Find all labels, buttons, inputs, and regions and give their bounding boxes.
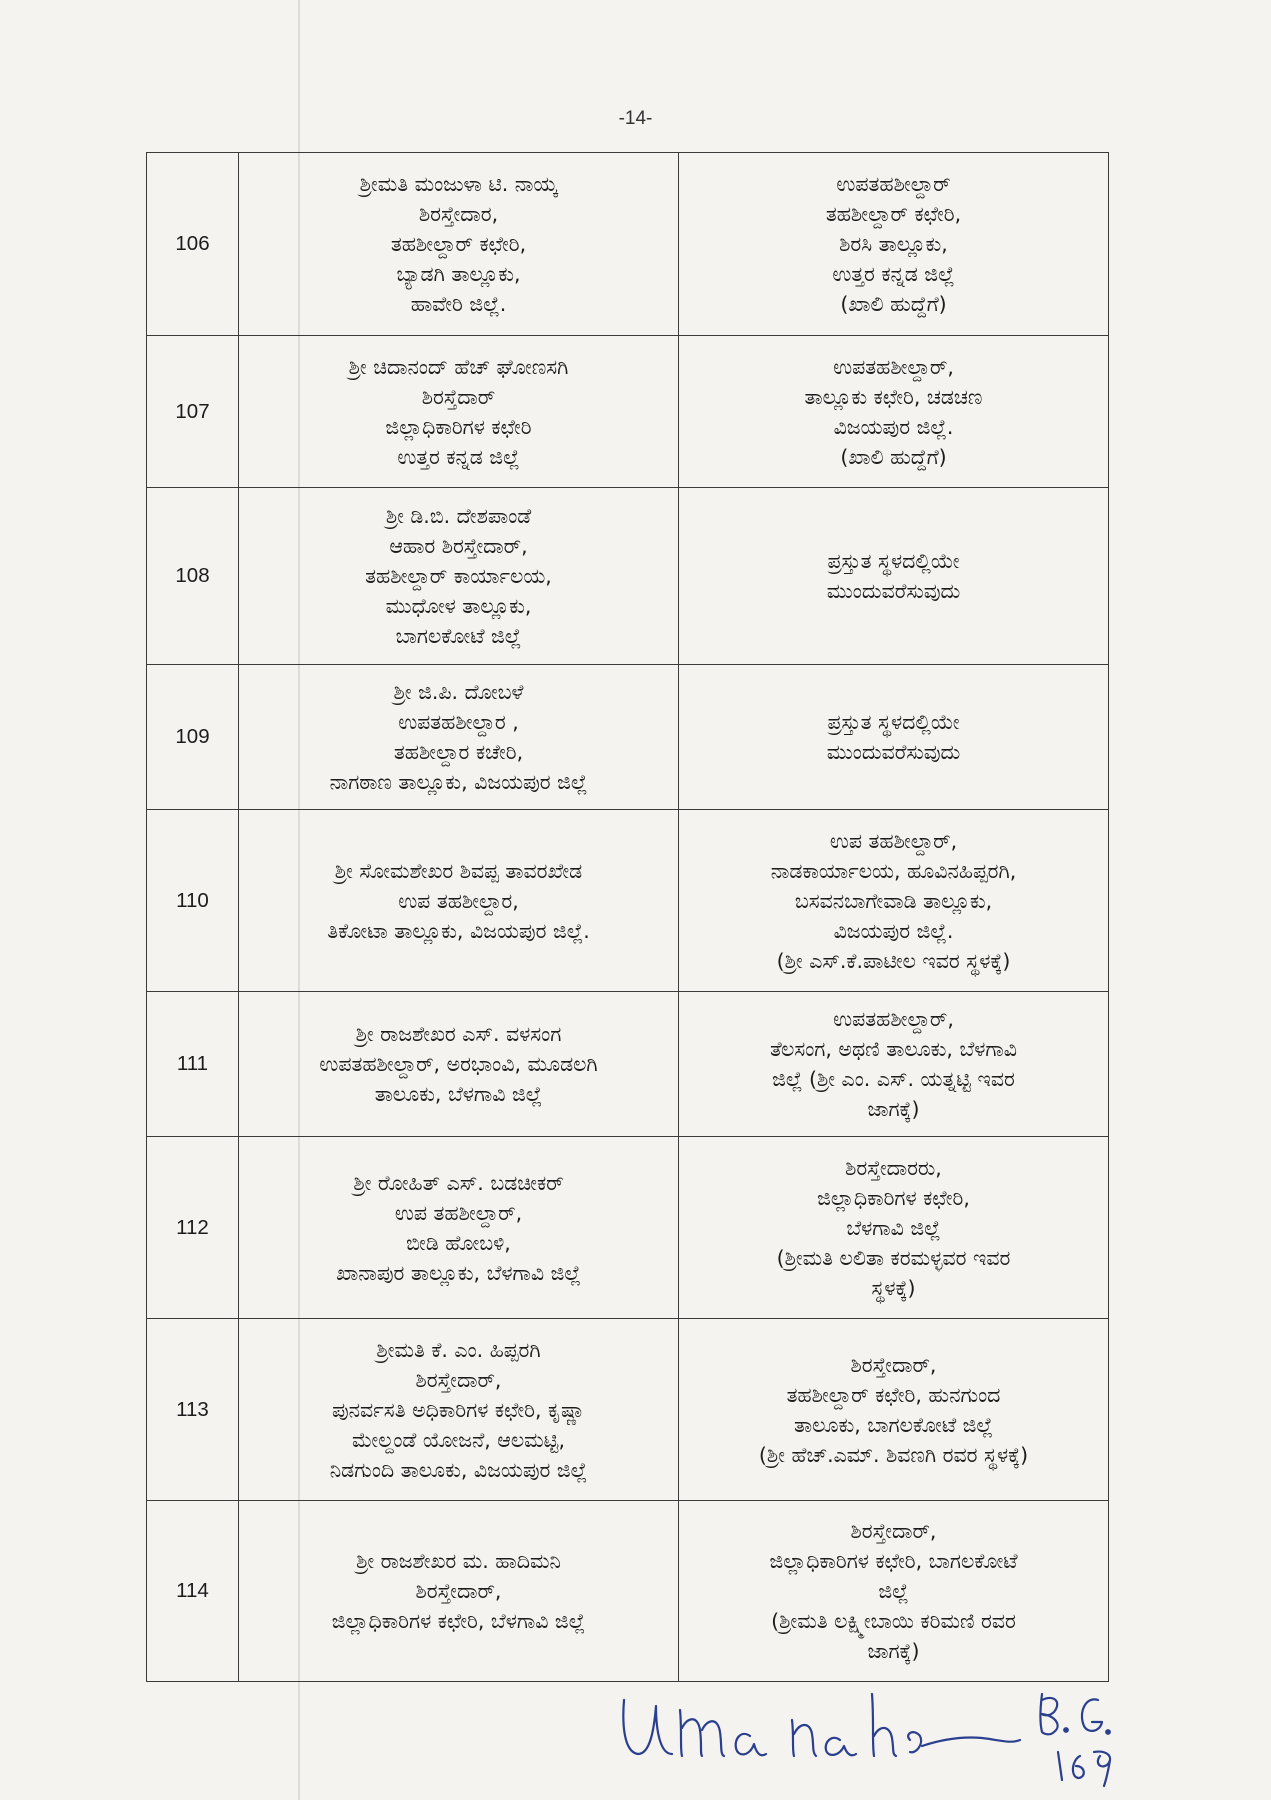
serial-number: 114 bbox=[147, 1501, 239, 1682]
new-posting-line: ತಾಲೂಕು, ಬಾಗಲಕೋಟೆ ಜಿಲ್ಲೆ bbox=[794, 1412, 993, 1437]
current-post-cell bbox=[239, 992, 679, 1137]
serial-number: 109 bbox=[147, 665, 239, 810]
current-post-line: ಬ್ಯಾಡಗಿ ತಾಲ್ಲೂಕು, bbox=[396, 262, 521, 286]
current-post-line: ಶಿರಸ್ತೇದಾರ, bbox=[418, 202, 499, 226]
current-post-line: ತಹಶೀಲ್ದಾರ್ ಕಾರ್ಯಾಲಯ, bbox=[365, 564, 552, 588]
current-post-line: ಶ್ರೀ ರಾಜಶೇಖರ ಎಸ್. ವಳಸಂಗ bbox=[355, 1022, 562, 1046]
new-posting-cell bbox=[679, 336, 1109, 488]
current-post-cell bbox=[239, 1137, 679, 1319]
new-posting-line: ತಹಶೀಲ್ದಾರ್ ಕಛೇರಿ, ಹುನಗುಂದ bbox=[786, 1382, 1001, 1407]
new-posting-line: ಜಾಗಕ್ಕೆ) bbox=[867, 1639, 920, 1663]
current-post-line: ಶ್ರೀ ಚಿದಾನಂದ್ ಹೆಚ್ ಘೋಣಸಗಿ bbox=[348, 354, 569, 379]
new-posting-line: (ಶ್ರೀ ಹೆಚ್.ಎಮ್. ಶಿವಣಗಿ ರವರ ಸ್ಥಳಕ್ಕೆ) bbox=[758, 1442, 1029, 1467]
serial-number: 107 bbox=[147, 336, 239, 488]
table-row bbox=[147, 488, 1109, 665]
table-row bbox=[147, 992, 1109, 1137]
new-posting-line: ವಿಜಯಪುರ ಜಿಲ್ಲೆ. bbox=[833, 918, 954, 943]
new-posting-line: ತಾಲ್ಲೂಕು ಕಛೇರಿ, ಚಡಚಣ bbox=[804, 384, 983, 409]
serial-number: 112 bbox=[147, 1137, 239, 1319]
new-posting-line: ಶಿರಸ್ತೇದಾರ್, bbox=[850, 1519, 937, 1543]
new-posting-line: ಶಿರಸಿ ತಾಲ್ಲೂಕು, bbox=[839, 232, 948, 256]
new-posting-line: ಉಪತಹಶೀಲ್ದಾರ್, bbox=[833, 1007, 954, 1031]
new-posting-line: ಜಿಲ್ಲೆ bbox=[878, 1579, 909, 1603]
current-post-line: ಹಾವೇರಿ ಜಿಲ್ಲೆ. bbox=[410, 292, 507, 316]
current-post-line: ಬಾಗಲಕೋಟೆ ಜಿಲ್ಲೆ bbox=[395, 624, 522, 648]
new-posting-line: ಉಪ ತಹಶೀಲ್ದಾರ್, bbox=[829, 828, 958, 853]
current-post-cell bbox=[239, 1501, 679, 1682]
new-posting-line: ಪ್ರಸ್ತುತ ಸ್ಥಳದಲ್ಲಿಯೇ bbox=[827, 549, 960, 573]
new-posting-line: ಬೆಳಗಾವಿ ಜಿಲ್ಲೆ bbox=[846, 1215, 941, 1240]
serial-number: 106 bbox=[147, 153, 239, 336]
new-posting-cell bbox=[679, 992, 1109, 1137]
serial-number: 113 bbox=[147, 1319, 239, 1501]
new-posting-line: ಉಪತಹಶೀಲ್ದಾರ್, bbox=[833, 354, 954, 379]
table-row bbox=[147, 153, 1109, 336]
serial-number: 110 bbox=[147, 810, 239, 992]
new-posting-cell bbox=[679, 488, 1109, 665]
new-posting-cell bbox=[679, 810, 1109, 992]
new-posting-cell bbox=[679, 1319, 1109, 1501]
current-post-line: ಮೇಲ್ದಂಡೆ ಯೋಜನೆ, ಆಲಮಟ್ಟಿ, bbox=[351, 1427, 565, 1452]
current-post-line: ಉಪ ತಹಶೀಲ್ದಾರ, bbox=[398, 888, 519, 913]
new-posting-line: ಸ್ಥಳಕ್ಕೆ) bbox=[871, 1275, 916, 1300]
new-posting-line: ಬಸವನಬಾಗೇವಾಡಿ ತಾಲ್ಲೂಕು, bbox=[794, 888, 993, 913]
current-post-line: ಶಿರಸ್ತೇದಾರ್, bbox=[415, 1579, 502, 1603]
current-post-cell bbox=[239, 153, 679, 336]
serial-number: 111 bbox=[147, 992, 239, 1137]
current-post-line: ಆಹಾರ ಶಿರಸ್ತೇದಾರ್, bbox=[389, 534, 528, 558]
current-post-line: ತಹಶೀಲ್ದಾರ್ ಕಛೇರಿ, bbox=[390, 232, 527, 256]
new-posting-line: ಶಿರಸ್ತೇದಾರರು, bbox=[845, 1155, 942, 1180]
serial-number: 108 bbox=[147, 488, 239, 665]
new-posting-cell bbox=[679, 153, 1109, 336]
new-posting-line: ಜಿಲ್ಲಾಧಿಕಾರಿಗಳ ಕಛೇರಿ, bbox=[817, 1185, 970, 1210]
current-post-line: ಬೀಡಿ ಹೋಬಳಿ, bbox=[406, 1230, 511, 1255]
current-post-cell bbox=[239, 810, 679, 992]
current-post-line: ಖಾನಾಪುರ ತಾಲ್ಲೂಕು, ಬೆಳಗಾವಿ ಜಿಲ್ಲೆ bbox=[336, 1260, 581, 1285]
current-post-line: ನಾಗಠಾಣ ತಾಲ್ಲೂಕು, ವಿಜಯಪುರ ಜಿಲ್ಲೆ bbox=[329, 770, 588, 794]
new-posting-line: ತಹಶೀಲ್ದಾರ್ ಕಛೇರಿ, bbox=[825, 202, 962, 226]
new-posting-cell bbox=[679, 665, 1109, 810]
current-post-line: ಶ್ರೀಮತಿ ಕೆ. ಎಂ. ಹಿಪ್ಪರಗಿ bbox=[376, 1337, 541, 1362]
new-posting-line: (ಶ್ರೀಮತಿ ಲಕ್ಷ್ಮೀಬಾಯಿ ಕರಿಮಣಿ ರವರ bbox=[771, 1609, 1016, 1633]
current-post-cell bbox=[239, 665, 679, 810]
new-posting-line: ಶಿರಸ್ತೇದಾರ್, bbox=[850, 1352, 937, 1377]
current-post-line: ಶ್ರೀ ರೋಹಿತ್ ಎಸ್. ಬಡಚೀಕರ್ bbox=[353, 1170, 564, 1195]
current-post-line: ಶಿರಸ್ತೆದಾರ್ bbox=[421, 384, 496, 409]
current-post-line: ಉಪತಹಶೀಲ್ದಾರ್, ಅರಭಾಂವಿ, ಮೂಡಲಗಿ bbox=[319, 1052, 598, 1076]
new-posting-line: ವಿಜಯಪುರ ಜಿಲ್ಲೆ. bbox=[833, 414, 954, 439]
current-post-line: ಜಿಲ್ಲಾಧಿಕಾರಿಗಳ ಕಛೇರಿ, ಬೆಳಗಾವಿ ಜಿಲ್ಲೆ bbox=[331, 1609, 586, 1633]
current-post-line: ಉತ್ತರ ಕನ್ನಡ ಜಿಲ್ಲೆ bbox=[397, 444, 520, 469]
new-posting-cell bbox=[679, 1501, 1109, 1682]
current-post-line: ಉಪತಹಶೀಲ್ದಾರ , bbox=[398, 710, 519, 734]
new-posting-line: ಮುಂದುವರೆಸುವುದು bbox=[826, 740, 961, 764]
current-post-cell bbox=[239, 1319, 679, 1501]
current-post-line: ಶ್ರೀ ಜಿ.ಪಿ. ದೋಬಳೆ bbox=[393, 680, 524, 704]
new-posting-line: ನಾಡಕಾರ್ಯಾಲಯ, ಹೂವಿನಹಿಪ್ಪರಗಿ, bbox=[770, 858, 1017, 883]
table-row bbox=[147, 1319, 1109, 1501]
current-post-line: ಶ್ರೀಮತಿ ಮಂಜುಳಾ ಟಿ. ನಾಯ್ಕ bbox=[359, 172, 558, 196]
new-posting-line: (ಖಾಲಿ ಹುದ್ದೆಗೆ) bbox=[840, 444, 947, 469]
new-posting-line: ಪ್ರಸ್ತುತ ಸ್ಥಳದಲ್ಲಿಯೇ bbox=[827, 710, 960, 734]
table-row bbox=[147, 1501, 1109, 1682]
new-posting-line: ಉಪತಹಶೀಲ್ದಾರ್ bbox=[836, 172, 951, 196]
new-posting-line: (ಖಾಲಿ ಹುದ್ದೆಗೆ) bbox=[840, 292, 947, 316]
current-post-line: ತಾಲೂಕು, ಬೆಳಗಾವಿ ಜಿಲ್ಲೆ bbox=[374, 1082, 543, 1106]
current-post-cell bbox=[239, 488, 679, 665]
page-number: -14- bbox=[618, 108, 653, 129]
current-post-cell bbox=[239, 336, 679, 488]
new-posting-line: ಜಿಲ್ಲಾಧಿಕಾರಿಗಳ ಕಛೇರಿ, ಬಾಗಲಕೋಟೆ bbox=[769, 1549, 1018, 1573]
table-row bbox=[147, 810, 1109, 992]
new-posting-line: ತೆಲಸಂಗ, ಅಥಣಿ ತಾಲೂಕು, ಬೆಳಗಾವಿ bbox=[770, 1037, 1017, 1061]
current-post-line: ಶ್ರೀ ರಾಜಶೇಖರ ಮ. ಹಾದಿಮನಿ bbox=[356, 1549, 561, 1573]
current-post-line: ತಿಕೋಟಾ ತಾಲ್ಲೂಕು, ವಿಜಯಪುರ ಜಿಲ್ಲೆ. bbox=[327, 918, 590, 943]
handwritten-signature bbox=[610, 1680, 1130, 1790]
current-post-line: ಪುನರ್ವಸತಿ ಅಧಿಕಾರಿಗಳ ಕಛೇರಿ, ಕೃಷ್ಣಾ bbox=[331, 1397, 586, 1422]
transfer-table bbox=[146, 152, 1109, 1682]
table-row bbox=[147, 336, 1109, 488]
table-row bbox=[147, 1137, 1109, 1319]
current-post-line: ಉಪ ತಹಶೀಲ್ದಾರ್, bbox=[394, 1200, 523, 1225]
table-row bbox=[147, 665, 1109, 810]
current-post-line: ಶ್ರೀ ಡಿ.ಬಿ. ದೇಶಪಾಂಡೆ bbox=[385, 504, 532, 528]
new-posting-line: ಜಿಲ್ಲೆ (ಶ್ರೀ ಎಂ. ಎಸ್. ಯತ್ನಟ್ಟಿ ಇವರ bbox=[772, 1067, 1015, 1091]
current-post-line: ಶಿರಸ್ತೇದಾರ್, bbox=[415, 1367, 502, 1392]
current-post-line: ತಹಶೀಲ್ದಾರ ಕಚೇರಿ, bbox=[393, 740, 524, 764]
current-post-line: ನಿಡಗುಂದಿ ತಾಲೂಕು, ವಿಜಯಪುರ ಜಿಲ್ಲೆ bbox=[329, 1457, 588, 1482]
current-post-line: ಮುಧೋಳ ತಾಲ್ಲೂಕು, bbox=[385, 594, 532, 618]
new-posting-line: ಮುಂದುವರೆಸುವುದು bbox=[826, 579, 961, 603]
new-posting-line: (ಶ್ರೀ ಎಸ್.ಕೆ.ಪಾಟೀಲ ಇವರ ಸ್ಥಳಕ್ಕೆ) bbox=[776, 948, 1011, 973]
new-posting-line: ಉತ್ತರ ಕನ್ನಡ ಜಿಲ್ಲೆ bbox=[832, 262, 955, 286]
new-posting-line: (ಶ್ರೀಮತಿ ಲಲಿತಾ ಕರಮಳ್ಳವರ ಇವರ bbox=[776, 1245, 1011, 1270]
new-posting-cell bbox=[679, 1137, 1109, 1319]
current-post-line: ಜಿಲ್ಲಾಧಿಕಾರಿಗಳ ಕಛೇರಿ bbox=[385, 414, 532, 439]
new-posting-line: ಜಾಗಕ್ಕೆ) bbox=[867, 1097, 920, 1121]
current-post-line: ಶ್ರೀ ಸೋಮಶೇಖರ ಶಿವಪ್ಪ ತಾವರಖೇಡ bbox=[334, 858, 583, 883]
